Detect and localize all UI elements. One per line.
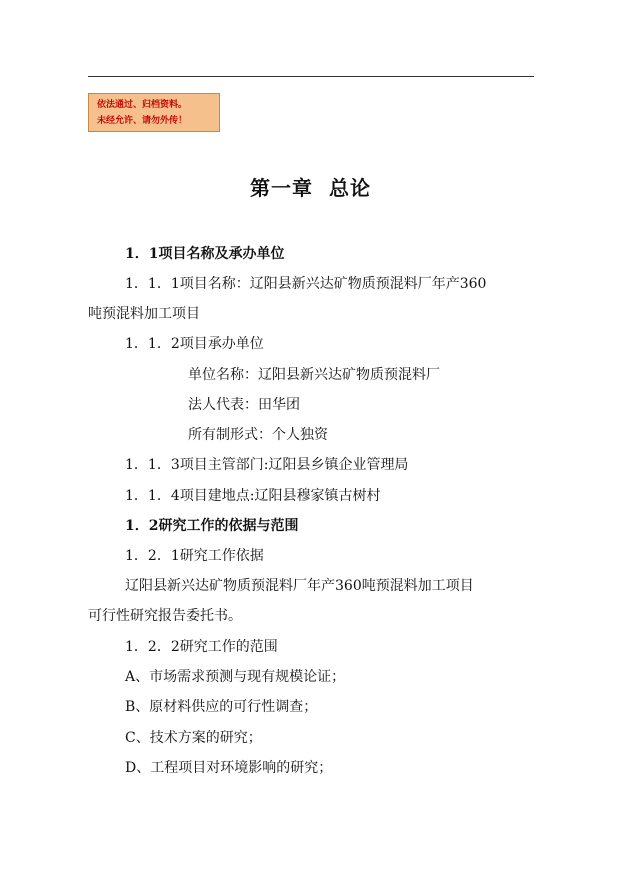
item-1-1-2: 1．1．2项目承办单位 <box>125 336 264 352</box>
item-1-2-2: 1．2．2研究工作的范围 <box>125 639 278 655</box>
scope-item-c: C、技术方案的研究； <box>125 730 262 746</box>
item-1-2-1: 1．2．1研究工作依据 <box>125 548 264 564</box>
section-1-1-heading: 1．1项目名称及承办单位 <box>125 246 285 262</box>
legal-representative: 法人代表：田华团 <box>188 397 300 413</box>
unit-name: 单位名称：辽阳县新兴达矿物质预混料厂 <box>188 367 440 383</box>
basis-line-b: 可行性研究报告委托书。 <box>88 608 242 624</box>
item-1-1-3: 1．1．3项目主管部门:辽阳县乡镇企业管理局 <box>125 457 409 473</box>
stamp-line-1: 依法通过、归档资料。 <box>97 100 188 110</box>
scope-item-d: D、工程项目对环境影响的研究； <box>125 760 333 776</box>
item-1-1-4: 1．1．4项目建地点:辽阳县穆家镇古树村 <box>125 488 381 504</box>
scope-item-b: B、原材料供应的可行性调查； <box>125 699 318 715</box>
item-1-1-1-line-b: 吨预混料加工项目 <box>88 306 200 322</box>
notice-stamp <box>88 93 220 132</box>
stamp-line-2: 未经允许、请勿外传！ <box>97 116 188 126</box>
basis-line-a: 辽阳县新兴达矿物质预混料厂年产360吨预混料加工项目 <box>125 578 474 594</box>
ownership-form: 所有制形式：个人独资 <box>188 427 328 443</box>
section-1-2-heading: 1．2研究工作的依据与范围 <box>125 518 299 534</box>
item-1-1-1-line-a: 1．1．1项目名称：辽阳县新兴达矿物质预混料厂年产360 <box>125 276 487 292</box>
header-rule <box>88 76 534 77</box>
chapter-title: 第一章 总论 <box>250 176 371 200</box>
scope-item-a: A、市场需求预测与现有规模论证； <box>125 669 346 685</box>
